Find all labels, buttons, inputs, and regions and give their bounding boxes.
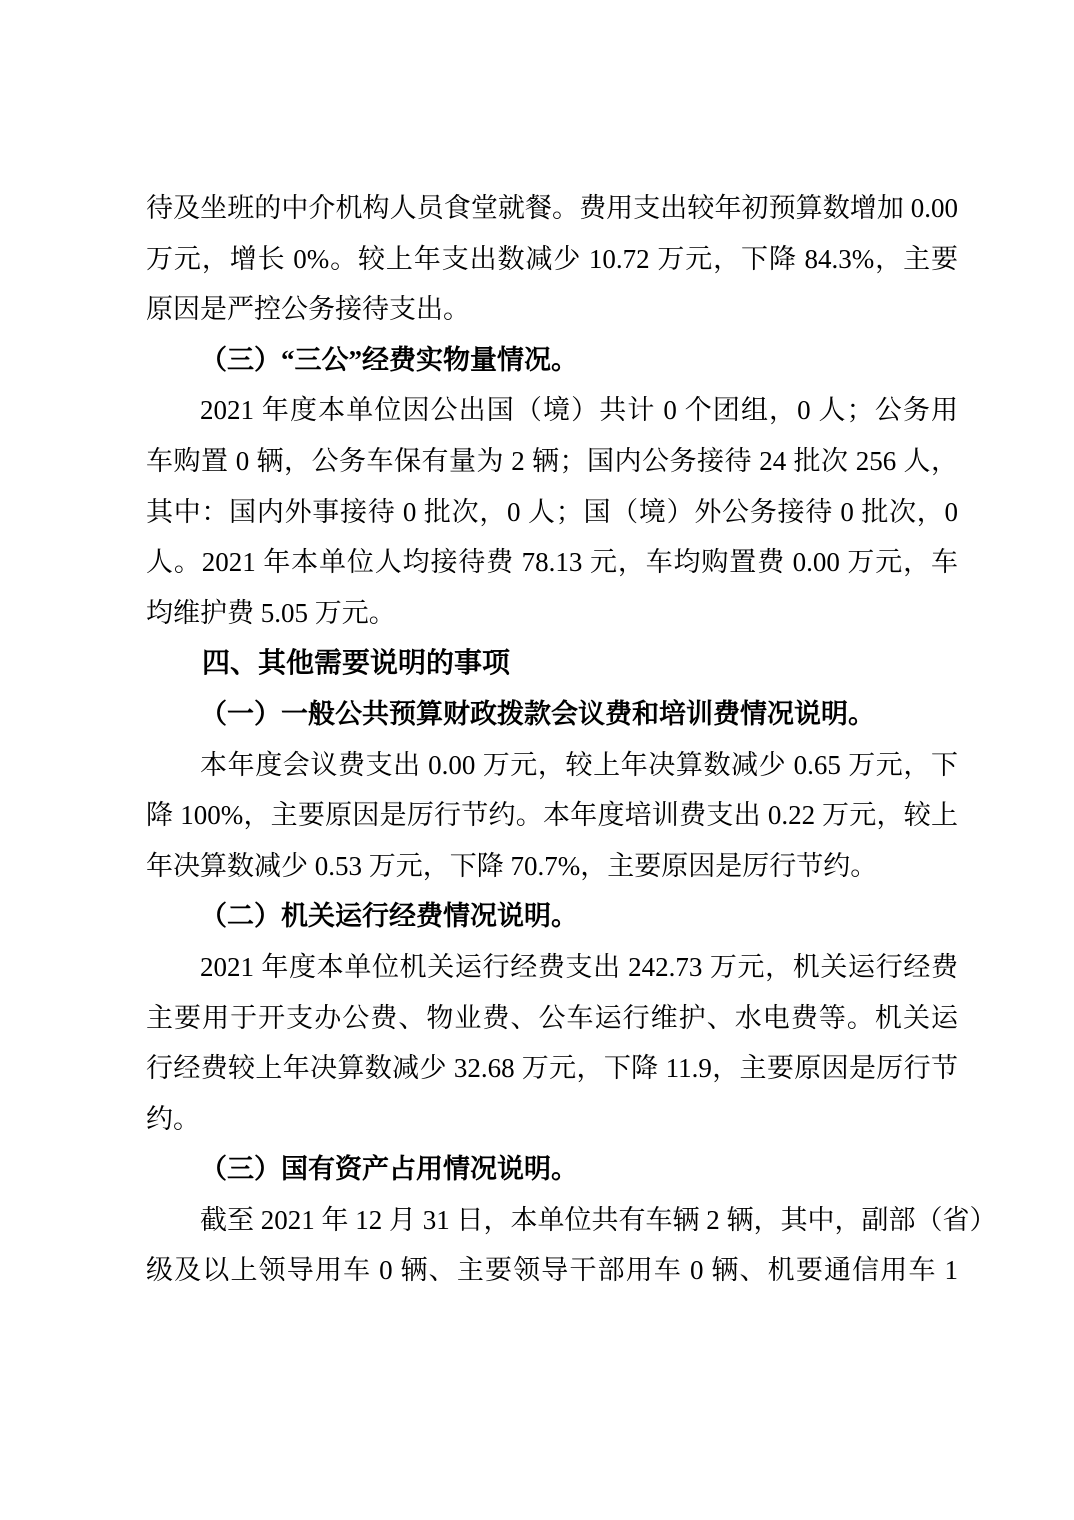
- subheading-line: （一）一般公共预算财政拨款会议费和培训费情况说明。: [200, 698, 875, 729]
- text-line: 2021 年度本单位因公出国（境）共计 0 个团组，0 人；公务用: [200, 395, 958, 426]
- heading-section-4-other-matters: [146, 638, 958, 689]
- text-line: 约。: [146, 1103, 200, 1134]
- paragraph-meeting-training-details: [146, 740, 958, 892]
- text-line: 万元，增长 0%。较上年支出数减少 10.72 万元，下降 84.3%，主要: [146, 243, 958, 274]
- text-line: 本年度会议费支出 0.00 万元，较上年决算数减少 0.65 万元，下: [200, 749, 958, 780]
- text-line: 截至 2021 年 12 月 31 日，本单位共有车辆 2 辆，其中，副部（省）: [200, 1204, 997, 1235]
- paragraph-three-public-details: [146, 385, 958, 638]
- text-line: 行经费较上年决算数减少 32.68 万元，下降 11.9，主要原因是厉行节: [146, 1053, 958, 1084]
- text-line: 2021 年度本单位机关运行经费支出 242.73 万元，机关运行经费: [200, 951, 958, 982]
- heading-state-assets-occupancy: [146, 1144, 958, 1195]
- text-line: 人。2021 年本单位人均接待费 78.13 元，车均购置费 0.00 万元，车: [146, 547, 958, 578]
- text-line: 级及以上领导用车 0 辆、主要领导干部用车 0 辆、机要通信用车 1: [146, 1255, 958, 1286]
- page-content: [146, 183, 997, 1296]
- text-line: 主要用于开支办公费、物业费、公车运行维护、水电费等。机关运: [146, 1002, 958, 1033]
- subheading-line: （三）“三公”经费实物量情况。: [200, 344, 578, 375]
- section-heading-line: 四、其他需要说明的事项: [202, 647, 511, 679]
- subheading-line: （二）机关运行经费情况说明。: [200, 901, 578, 932]
- text-line: 车购置 0 辆，公务车保有量为 2 辆；国内公务接待 24 批次 256 人，: [146, 445, 958, 476]
- paragraph-state-assets-details: [146, 1195, 997, 1296]
- text-line: 均维护费 5.05 万元。: [146, 597, 396, 628]
- heading-three-public-physical-quantities: [146, 335, 958, 386]
- paragraph-reception-expense-continued: [146, 183, 958, 335]
- text-line: 降 100%，主要原因是厉行节约。本年度培训费支出 0.22 万元，较上: [146, 800, 958, 831]
- text-line: 年决算数减少 0.53 万元，下降 70.7%，主要原因是厉行节约。: [146, 850, 878, 881]
- text-line: 待及坐班的中介机构人员食堂就餐。费用支出较年初预算数增加 0.00: [146, 193, 958, 223]
- paragraph-agency-operating-details: [146, 942, 958, 1144]
- text-line: 其中：国内外事接待 0 批次，0 人；国（境）外公务接待 0 批次，0: [146, 496, 958, 527]
- heading-meeting-training-fees: [146, 689, 958, 740]
- subheading-line: （三）国有资产占用情况说明。: [200, 1154, 578, 1185]
- text-line: 原因是严控公务接待支出。: [146, 294, 470, 325]
- heading-agency-operating-expenses: [146, 891, 958, 942]
